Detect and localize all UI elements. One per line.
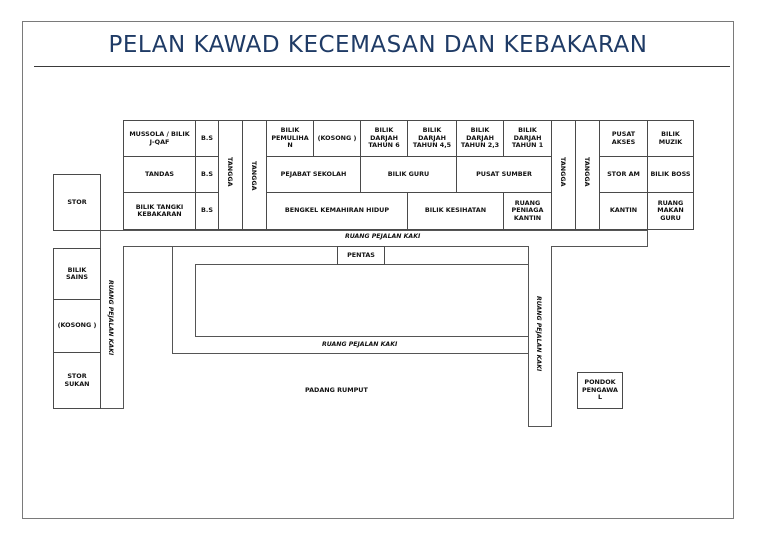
walkway-outline xyxy=(100,230,647,231)
walkway-outline xyxy=(647,230,648,247)
room-darjah-6: BILIK DARJAH TAHUN 6 xyxy=(360,120,408,157)
room-tandas: TANDAS xyxy=(123,156,196,193)
diagram-title: PELAN KAWAD KECEMASAN DAN KEBAKARAN xyxy=(108,32,648,58)
room-pusat-akses: PUSAT AKSES xyxy=(599,120,648,157)
walkway-outline xyxy=(551,246,552,427)
walkway-label-left: RUANG PEJALAN KAKI xyxy=(107,280,114,356)
room-bilik-guru: BILIK GURU xyxy=(360,156,457,193)
walkway-outline xyxy=(172,353,528,354)
room-mussola: MUSSOLA / BILIK J-QAF xyxy=(123,120,196,157)
room-stor-sukan: STOR SUKAN xyxy=(53,352,101,409)
assembly-area xyxy=(195,336,528,337)
room-kosong-top: (KOSONG ) xyxy=(313,120,361,157)
room-tangki: BILIK TANGKI KEBAKARAN xyxy=(123,192,196,230)
walkway-outline xyxy=(551,246,648,247)
room-kosong-left: (KOSONG ) xyxy=(53,299,101,353)
walkway-outline xyxy=(528,426,552,427)
room-bilik-muzik: BILIK MUZIK xyxy=(647,120,694,157)
room-makan-guru: RUANG MAKAN GURU xyxy=(647,192,694,230)
room-stor: STOR xyxy=(53,174,101,231)
walkway-outline xyxy=(123,246,124,409)
room-pondok-pengawal: PONDOK PENGAWA L xyxy=(577,372,623,409)
walkway-outline xyxy=(100,408,124,409)
field-label: PADANG RUMPUT xyxy=(305,386,368,394)
room-bs-2: B.S xyxy=(195,156,219,193)
assembly-area xyxy=(195,264,196,337)
stairs-label-1: TANGGA xyxy=(226,157,234,187)
walkway-label-right: RUANG PEJALAN KAKI xyxy=(535,296,542,372)
walkway-label-top: RUANG PEJALAN KAKI xyxy=(345,233,421,240)
room-bilik-sains: BILIK SAINS xyxy=(53,248,101,300)
room-bs-1: B.S xyxy=(195,120,219,157)
walkway-outline xyxy=(123,246,528,247)
diagram-frame xyxy=(22,21,734,519)
room-bilik-boss: BILIK BOSS xyxy=(647,156,694,193)
room-peniaga-kantin: RUANG PENIAGA KANTIN xyxy=(503,192,552,230)
room-darjah-2-3: BILIK DARJAH TAHUN 2,3 xyxy=(456,120,504,157)
room-darjah-1: BILIK DARJAH TAHUN 1 xyxy=(503,120,552,157)
room-bs-3: B.S xyxy=(195,192,219,230)
room-pemulihan: BILIK PEMULIHA N xyxy=(266,120,314,157)
stairs-label-3: TANGGA xyxy=(559,157,567,187)
walkway-outline xyxy=(528,246,529,427)
room-bengkel: BENGKEL KEMAHIRAN HIDUP xyxy=(266,192,408,230)
walkway-label-inner: RUANG PEJALAN KAKI xyxy=(322,341,398,348)
stairs-label-4: TANGGA xyxy=(583,157,591,187)
room-darjah-4-5: BILIK DARJAH TAHUN 4,5 xyxy=(407,120,457,157)
walkway-outline xyxy=(172,246,173,354)
room-kantin: KANTIN xyxy=(599,192,648,230)
stairs-label-2: TANGGA xyxy=(250,161,258,191)
room-kesihatan: BILIK KESIHATAN xyxy=(407,192,504,230)
title-divider xyxy=(34,66,730,67)
room-pejabat-sekolah: PEJABAT SEKOLAH xyxy=(266,156,361,193)
room-pentas: PENTAS xyxy=(337,246,385,265)
room-pusat-sumber: PUSAT SUMBER xyxy=(456,156,552,193)
room-stor-am: STOR AM xyxy=(599,156,648,193)
